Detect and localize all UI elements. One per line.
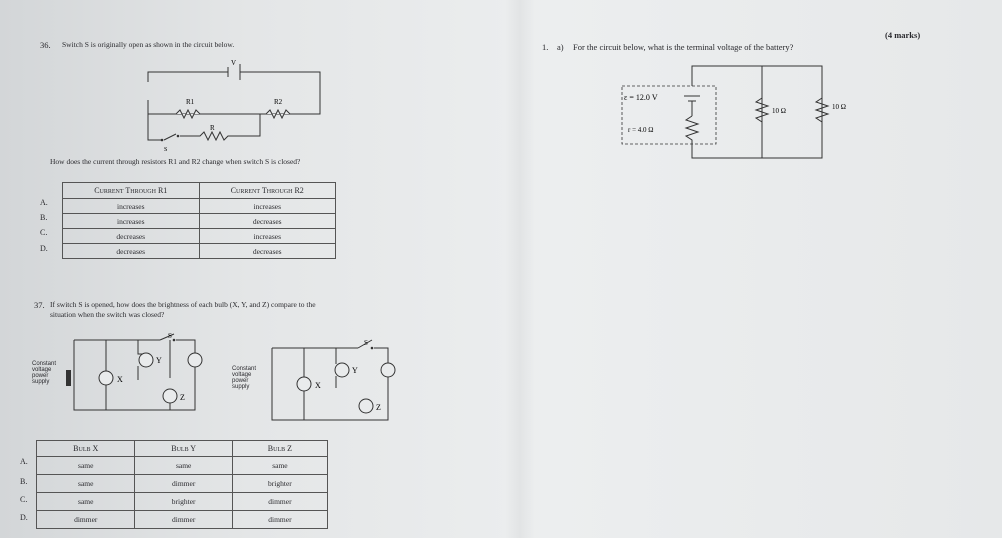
resistor-a-label: 10 Ω (772, 107, 786, 115)
table-row (63, 244, 336, 259)
cell: decreases (199, 214, 336, 229)
option-a: A. (40, 198, 48, 207)
q37-prompt-line1: If switch S is opened, how does the brightness of each bulb (X, Y, and Z) compare to the (50, 300, 316, 309)
option-b: B. (20, 477, 28, 486)
cell: decreases (63, 229, 200, 244)
cell: same (37, 457, 135, 475)
label-r: R (210, 124, 215, 132)
supply-label-right: Constant voltage power supply (232, 366, 257, 390)
svg-text:Y: Y (156, 356, 162, 365)
table-row (37, 511, 328, 529)
bulb-x (99, 371, 113, 385)
table-row (37, 457, 328, 475)
cell: dimmer (232, 511, 327, 529)
bulb-right (188, 353, 202, 367)
cell: dimmer (135, 511, 232, 529)
label-r2: R2 (274, 98, 283, 106)
option-d: D. (40, 244, 48, 253)
q37-header-z: Bulb Z (232, 441, 327, 457)
q1-number: 1. (542, 42, 549, 52)
q36-header-r1: Current Through R1 (63, 183, 200, 199)
q36-letters (40, 198, 54, 260)
q37-circuit-left (70, 330, 215, 420)
page-fold-shadow (505, 0, 535, 538)
option-a: A. (20, 457, 28, 466)
q36-number: 36. (40, 40, 51, 50)
cell: decreases (63, 244, 200, 259)
q37-letters (20, 457, 34, 529)
q1-marks: (4 marks) (885, 30, 921, 40)
cell: dimmer (232, 493, 327, 511)
svg-text:Z: Z (180, 393, 185, 402)
cell: increases (63, 214, 200, 229)
label-v: V (231, 59, 237, 67)
label-r1: R1 (186, 98, 195, 106)
cell: increases (199, 229, 336, 244)
option-c: C. (20, 495, 28, 504)
q36-question: How does the current through resistors R1 and R2 change when switch S is closed? (50, 157, 301, 166)
cell: dimmer (37, 511, 135, 529)
q1-part: a) (557, 42, 564, 52)
svg-text:Y: Y (352, 366, 358, 375)
table-row (63, 214, 336, 229)
svg-text:S: S (364, 339, 368, 347)
bulb-z (163, 389, 177, 403)
table-row (37, 475, 328, 493)
svg-text:X: X (117, 375, 123, 384)
q37-prompt-line2: situation when the switch was closed? (50, 310, 165, 319)
cell: same (232, 457, 327, 475)
table-row (63, 229, 336, 244)
option-b: B. (40, 213, 48, 222)
cell: same (37, 475, 135, 493)
svg-text:S: S (168, 332, 172, 340)
cell: dimmer (135, 475, 232, 493)
q1-circuit-diagram (612, 60, 862, 166)
q37-header-x: Bulb X (37, 441, 135, 457)
cell: decreases (199, 244, 336, 259)
q36-header-r2: Current Through R2 (199, 183, 336, 199)
cell: brighter (135, 493, 232, 511)
label-s: S (164, 147, 168, 153)
cell: same (37, 493, 135, 511)
internal-resistance-label: r = 4.0 Ω (628, 126, 654, 134)
cell: same (135, 457, 232, 475)
supply-terminal-left (66, 370, 71, 386)
table-row (37, 493, 328, 511)
cell: brighter (232, 475, 327, 493)
q37-answer-table (36, 440, 328, 529)
option-c: C. (40, 228, 48, 237)
table-row (63, 199, 336, 214)
emf-label: ε = 12.0 V (624, 93, 658, 102)
q37-number: 37. (34, 300, 45, 310)
q37-circuit-right (268, 336, 408, 426)
bulb-y (139, 353, 153, 367)
q36-answer-table (62, 182, 336, 259)
q37-header-y: Bulb Y (135, 441, 232, 457)
cell: increases (63, 199, 200, 214)
svg-text:Z: Z (376, 403, 381, 412)
q1-prompt: For the circuit below, what is the terminal voltage of the battery? (573, 42, 794, 52)
option-d: D. (20, 513, 28, 522)
supply-label-left: Constant voltage power supply (32, 361, 57, 385)
svg-text:X: X (315, 381, 321, 390)
q36-prompt: Switch S is originally open as shown in the circuit below. (62, 40, 235, 49)
cell: increases (199, 199, 336, 214)
q36-circuit-diagram (140, 58, 330, 153)
resistor-b-label: 10 Ω (832, 103, 846, 111)
